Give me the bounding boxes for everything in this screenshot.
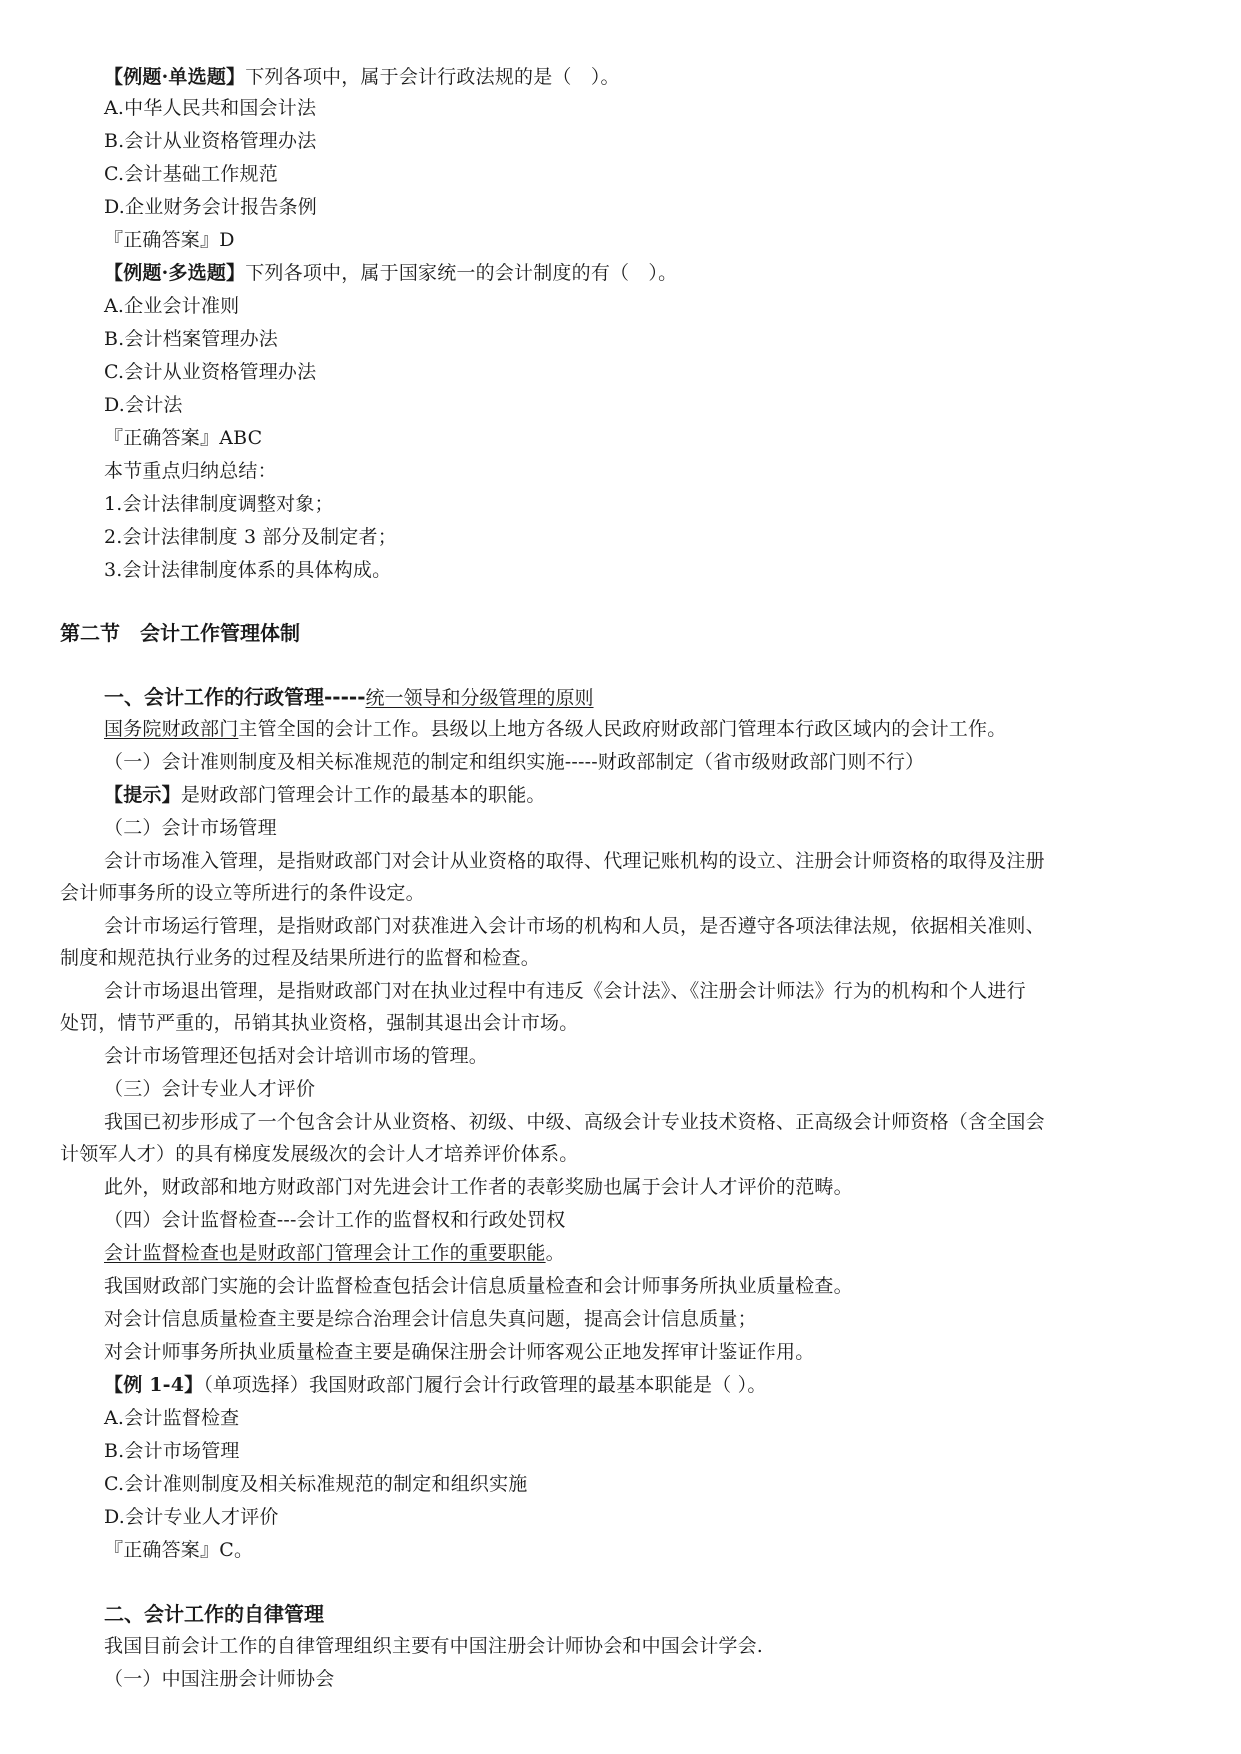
underlined-text: 会计监督检查也是财政部门管理会计工作的重要职能 (104, 1242, 546, 1264)
option-c: C.会计从业资格管理办法 (104, 361, 317, 383)
option-a: A.会计监督检查 (104, 1407, 240, 1429)
tip (104, 782, 546, 808)
example-question-1 (104, 64, 620, 90)
example-question-3 (104, 1372, 767, 1398)
option-b: B.会计市场管理 (104, 1440, 240, 1462)
option-d: D.企业财务会计报告条例 (104, 196, 317, 218)
question-tag: 【例题·多选题】 (104, 262, 246, 284)
paragraph: 会计市场运行管理，是指财政部门对获准进入会计市场的机构和人员，是否遵守各项法律法规，依据相关准则、 (104, 915, 1045, 937)
subheading-4: （四）会计监督检查---会计工作的监督权和行政处罚权 (104, 1209, 566, 1231)
heading-text: 一、会计工作的行政管理----- (104, 685, 366, 709)
subheading-3: （三）会计专业人才评价 (104, 1078, 316, 1100)
paragraph (104, 1240, 565, 1266)
question-text: 下列各项中，属于会计行政法规的是（ ）。 (245, 66, 620, 88)
option-a: A.企业会计准则 (104, 295, 240, 317)
summary-item: 3.会计法律制度体系的具体构成。 (104, 559, 392, 581)
paragraph-text: 主管全国的会计工作。县级以上地方各级人民政府财政部门管理本行政区域内的会计工作。 (238, 718, 1007, 740)
paragraph-continued: 会计师事务所的设立等所进行的条件设定。 (60, 882, 425, 904)
question-tag: 【例题·单选题】 (104, 66, 246, 88)
option-b: B.会计从业资格管理办法 (104, 130, 317, 152)
heading-1 (104, 684, 594, 711)
heading-underlined-text: 统一领导和分级管理的原则 (365, 687, 594, 709)
option-c: C.会计准则制度及相关标准规范的制定和组织实施 (104, 1473, 528, 1495)
paragraph-continued: 计领军人才）的具有梯度发展级次的会计人才培养评价体系。 (60, 1143, 579, 1165)
paragraph: 我国财政部门实施的会计监督检查包括会计信息质量检查和会计师事务所执业质量检查。 (104, 1275, 853, 1297)
example-question-2 (104, 260, 677, 286)
correct-answer: 『正确答案』C。 (104, 1539, 254, 1561)
option-d: D.会计法 (104, 394, 183, 416)
paragraph: 此外，财政部和地方财政部门对先进会计工作者的表彰奖励也属于会计人才评价的范畴。 (104, 1176, 853, 1198)
section-title: 第二节 会计工作管理体制 (60, 621, 300, 645)
paragraph-continued: 处罚，情节严重的，吊销其执业资格，强制其退出会计市场。 (60, 1012, 579, 1034)
option-c: C.会计基础工作规范 (104, 163, 278, 185)
tip-tag: 【提示】 (104, 784, 181, 806)
paragraph (104, 716, 1006, 742)
underlined-text: 国务院财政部门 (104, 718, 239, 740)
paragraph: 会计市场管理还包括对会计培训市场的管理。 (104, 1045, 489, 1067)
option-b: B.会计档案管理办法 (104, 328, 279, 350)
paragraph-text: 。 (545, 1242, 565, 1264)
paragraph: 我国目前会计工作的自律管理组织主要有中国注册会计师协会和中国会计学会. (104, 1635, 764, 1657)
correct-answer: 『正确答案』D (104, 229, 235, 251)
paragraph: 对会计师事务所执业质量检查主要是确保注册会计师客观公正地发挥审计鉴证作用。 (104, 1341, 815, 1363)
question-tag: 【例 1-4】 (104, 1374, 204, 1396)
summary-item: 1.会计法律制度调整对象； (104, 493, 334, 515)
summary-title: 本节重点归纳总结： (104, 460, 277, 482)
option-d: D.会计专业人才评价 (104, 1506, 279, 1528)
subheading-2: （二）会计市场管理 (104, 817, 277, 839)
paragraph: 对会计信息质量检查主要是综合治理会计信息失真问题，提高会计信息质量； (104, 1308, 757, 1330)
summary-item: 2.会计法律制度 3 部分及制定者； (104, 526, 397, 548)
correct-answer: 『正确答案』ABC (104, 427, 263, 449)
paragraph: 会计市场准入管理，是指财政部门对会计从业资格的取得、代理记账机构的设立、注册会计师资格的取得及注册 (104, 850, 1045, 872)
paragraph: 会计市场退出管理，是指财政部门对在执业过程中有违反《会计法》、《注册会计师法》行为的机构和个人进行 (104, 980, 1026, 1002)
option-a: A.中华人民共和国会计法 (104, 97, 317, 119)
question-text: 下列各项中，属于国家统一的会计制度的有（ ）。 (245, 262, 678, 284)
heading-2: 二、会计工作的自律管理 (104, 1602, 324, 1626)
subheading-1: （一）会计准则制度及相关标准规范的制定和组织实施-----财政部制定（省市级财政部门则不行） (104, 751, 925, 773)
tip-text: 是财政部门管理会计工作的最基本的职能。 (180, 784, 546, 806)
paragraph: 我国已初步形成了一个包含会计从业资格、初级、中级、高级会计专业技术资格、正高级会计师资格（含全国会 (104, 1111, 1045, 1133)
paragraph-continued: 制度和规范执行业务的过程及结果所进行的监督和检查。 (60, 947, 541, 969)
subheading-5: （一）中国注册会计师协会 (104, 1668, 335, 1690)
question-text: （单项选择）我国财政部门履行会计行政管理的最基本职能是（ ）。 (203, 1374, 767, 1396)
